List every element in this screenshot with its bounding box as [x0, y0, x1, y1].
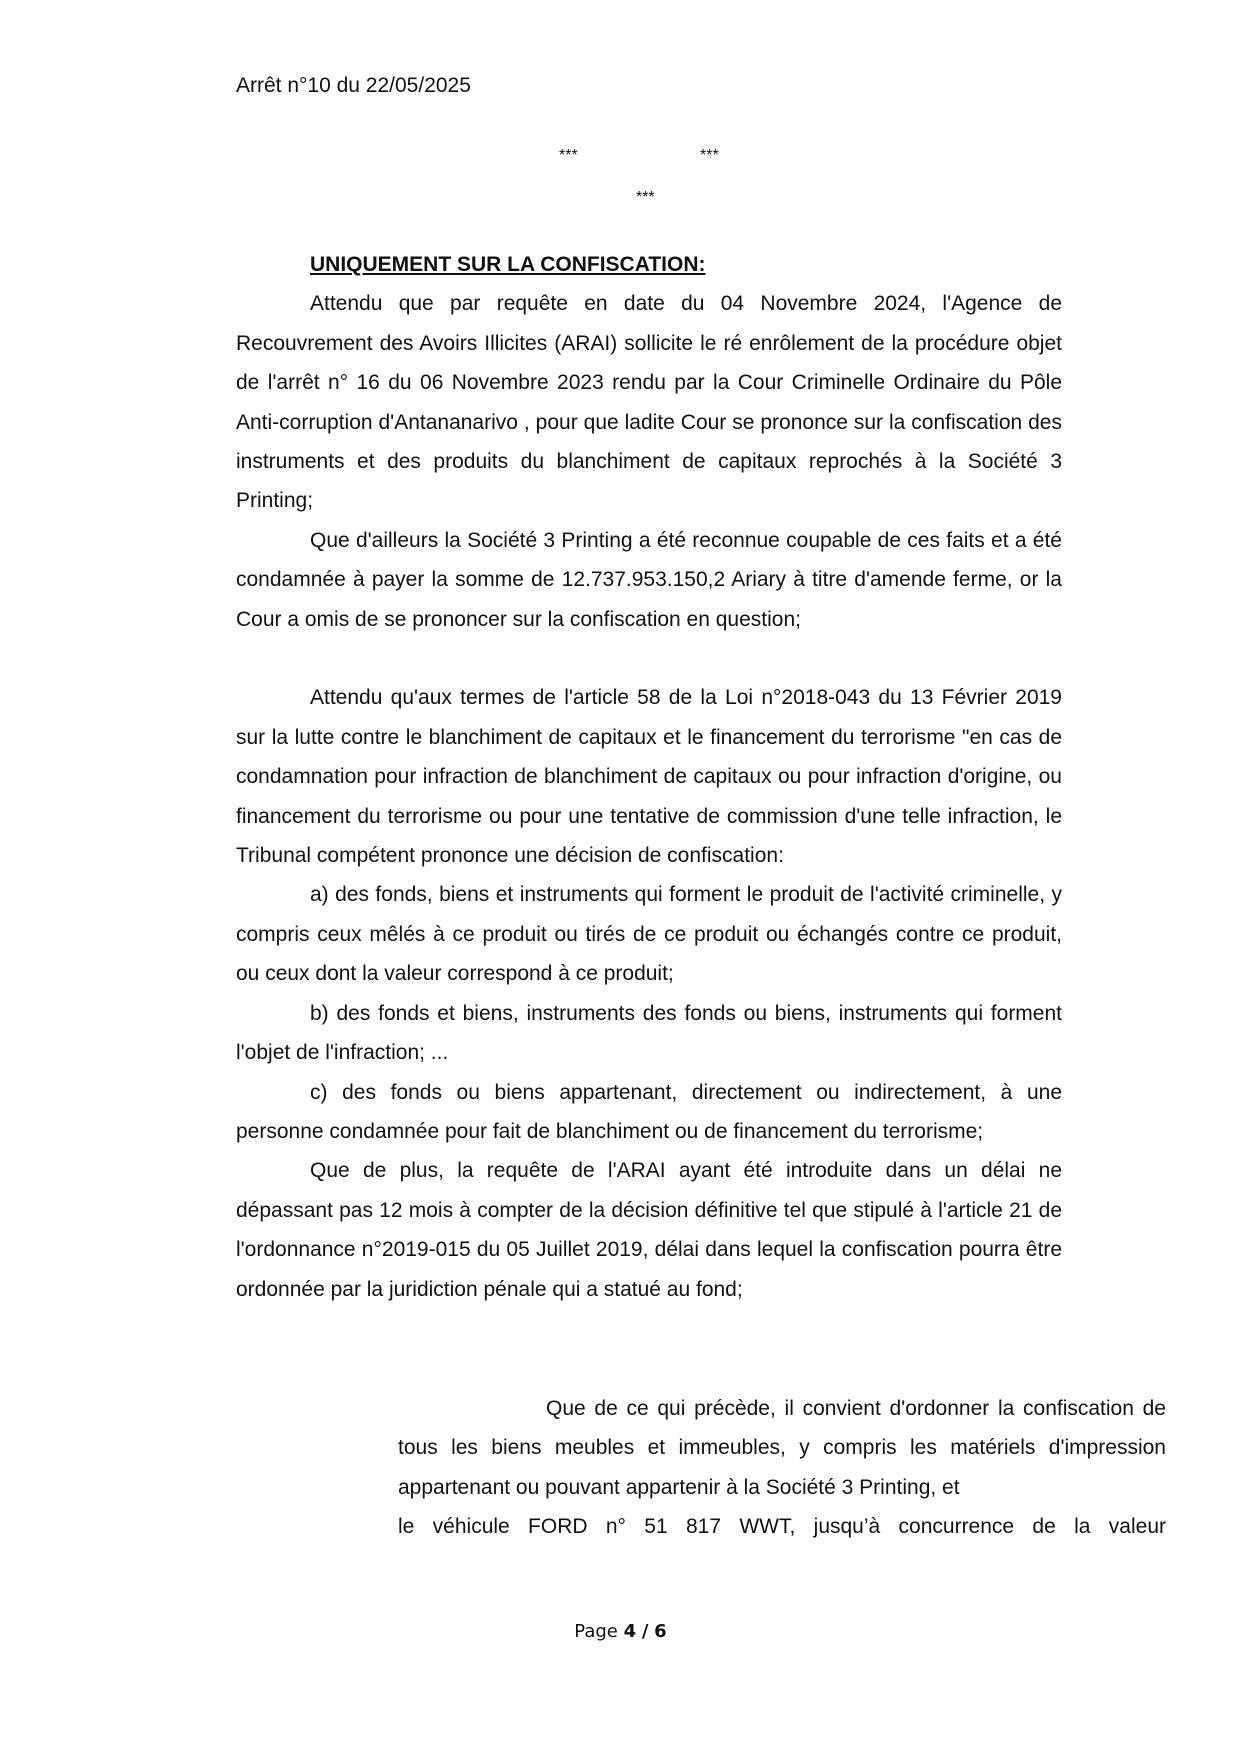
separator-stars-center: ***: [636, 189, 655, 206]
page-current: 4: [623, 1621, 637, 1642]
paragraph-item-b: b) des fonds et biens, instruments des fonds ou biens, instruments qui forment l'objet de l'infraction; ...: [236, 1001, 1062, 1065]
page-separator: /: [641, 1621, 649, 1642]
paragraph-request: Attendu que par requête en date du 04 Novembre 2024, l'Agence de Recouvrement des Avoirs Illicites (ARAI) sollicite le ré enrôlement de la procédure objet de l'arrêt n° 16 du 06 Novembre 2023 rendu par la Cour Criminelle Ordinaire du Pôle Anti-corruption d'Antananarivo , pour que ladite Cour se prononce sur la confiscation des instruments et des produits du blanchiment de capitaux reprochés à la Société 3 Printing;: [236, 292, 1062, 513]
page-word: Page: [574, 1621, 618, 1642]
closing-block: [398, 1389, 1166, 1547]
paragraph-closing-last-line: le véhicule FORD n° 51 817 WWT, jusqu’à concurrence de la valeur: [398, 1515, 1166, 1539]
separator-stars-right: ***: [700, 147, 719, 164]
section-heading: UNIQUEMENT SUR LA CONFISCATION:: [310, 253, 706, 276]
paragraph-deadline: Que de plus, la requête de l'ARAI ayant été introduite dans un délai ne dépassant pas 12 mois à compter de la décision définitive tel que stipulé à l'article 21 de l'ordonnance n°2019-015 du 05 Juillet 2019, délai dans lequel la confiscation pourra être ordonnée par la juridiction pénale qui a statué au fond;: [236, 1159, 1062, 1301]
paragraph-item-a: a) des fonds, biens et instruments qui forment le produit de l'activité criminelle, y compris ceux mêlés à ce produit ou tirés de ce produit ou échangés contre ce produit, ou ceux dont la valeur correspond à ce produit;: [236, 883, 1062, 986]
page-number: [0, 1620, 1241, 1644]
paragraph-conviction: Que d'ailleurs la Société 3 Printing a été reconnue coupable de ces faits et a été condamnée à payer la somme de 12.737.953.150,2 Ariary à titre d'amende ferme, or la Cour a omis de se prononcer sur la confiscation en question;: [236, 528, 1062, 631]
paragraph-item-c: c) des fonds ou biens appartenant, directement ou indirectement, à une personne condamnée pour fait de blanchiment ou de financement du terrorisme;: [236, 1080, 1062, 1143]
paragraph-spacer: [236, 639, 1062, 678]
paragraph-closing: Que de ce qui précède, il convient d'ordonner la confiscation de tous les biens meubles et immeubles, y compris les matériels d'impression appartenant ou pouvant appartenir à la Société 3 Printing, et: [398, 1397, 1166, 1499]
document-body: [236, 245, 1062, 1309]
separator-stars-left: ***: [559, 147, 578, 164]
decision-reference: Arrêt n°10 du 22/05/2025: [236, 74, 471, 97]
page-total: 6: [654, 1621, 667, 1642]
paragraph-article-58: Attendu qu'aux termes de l'article 58 de la Loi n°2018-043 du 13 Février 2019 sur la lutte contre le blanchiment de capitaux et le financement du terrorisme "en cas de condamnation pour infraction de blanchiment de capitaux ou pour infraction d'origine, ou financement du terrorisme ou pour une tentative de commission d'une telle infraction, le Tribunal compétent prononce une décision de confiscation:: [236, 686, 1062, 868]
